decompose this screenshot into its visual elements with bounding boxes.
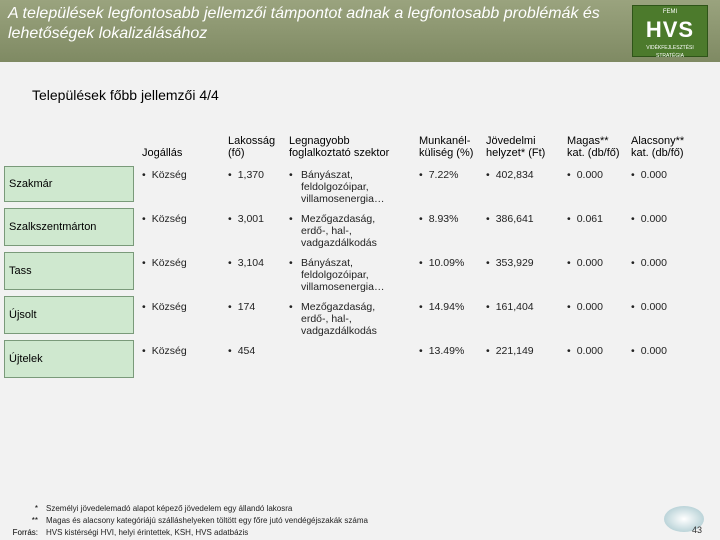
col-munkanelkuliseg xyxy=(419,135,473,159)
row-label-ujtelek: Újtelek xyxy=(4,340,134,378)
cell-szektor-line: • Mezőgazdaság, xyxy=(301,301,376,313)
page-title: A települések legfontosabb jellemzői támpontot adnak a legfontosabb problémák és lehetőségek lokalizálásához xyxy=(8,5,600,42)
footnote-text: HVS kistérségi HVI, helyi érintettek, KSH, HVS adatbázis xyxy=(46,528,249,537)
cell-jogallas: • Község xyxy=(142,213,187,225)
header-band xyxy=(0,0,720,62)
col-jovedelmi-line1: Jövedelmi xyxy=(486,135,536,147)
cell-jovedelem: • 221,149 xyxy=(486,345,534,357)
col-jovedelmi-line2: helyzet* (Ft) xyxy=(486,147,546,159)
cell-jogallas: • Község xyxy=(142,345,187,357)
col-jovedelmi xyxy=(486,135,545,159)
footnote-key: ** xyxy=(31,516,38,525)
col-alacsony xyxy=(631,135,684,159)
cell-jovedelem: • 353,929 xyxy=(486,257,534,269)
cell-szektor-line: erdő-, hal-, xyxy=(301,225,352,237)
col-szektor-line2: foglalkoztató szektor xyxy=(289,147,390,159)
cell-lakossag: • 3,104 xyxy=(228,257,264,269)
cell-munkanelkuliseg: • 10.09% xyxy=(419,257,464,269)
cell-munkanelkuliseg: • 8.93% xyxy=(419,213,458,225)
cell-alacsony: • 0.000 xyxy=(631,301,667,313)
col-magas-line1: Magas** xyxy=(567,135,609,147)
section-subtitle: Települések főbb jellemzői 4/4 xyxy=(32,87,219,103)
cell-szektor-line: • Mezőgazdaság, xyxy=(301,213,376,225)
col-alacsony-line2: kat. (db/fő) xyxy=(631,147,684,159)
footnote-text: Magas és alacsony kategóriájú szálláshelyeken töltött egy főre jutó vendégéjszakák száma xyxy=(46,516,368,525)
cell-lakossag: • 3,001 xyxy=(228,213,264,225)
col-lakossag xyxy=(228,135,275,159)
cell-alacsony: • 0.000 xyxy=(631,257,667,269)
cell-lakossag: • 454 xyxy=(228,345,255,357)
cell-jogallas: • Község xyxy=(142,257,187,269)
cell-magas: • 0.000 xyxy=(567,257,603,269)
row-label-szalkszentmarton: Szalkszentmárton xyxy=(4,208,134,246)
col-szektor xyxy=(289,135,389,159)
cell-magas: • 0.061 xyxy=(567,213,603,225)
cell-szektor xyxy=(289,257,384,293)
cell-szektor xyxy=(289,169,384,205)
cell-jogallas: • Község xyxy=(142,301,187,313)
logo-sub-text: VIDÉKFEJLESZTÉSI STRATÉGIA xyxy=(646,45,694,59)
col-magas-line2: kat. (db/fő) xyxy=(567,147,620,159)
cell-szektor-line: erdő-, hal-, xyxy=(301,313,352,325)
col-magas xyxy=(567,135,620,159)
cell-szektor-line: • Bányászat, xyxy=(301,169,353,181)
col-munka-line1: Munkanél- xyxy=(419,135,471,147)
cell-jovedelem: • 161,404 xyxy=(486,301,534,313)
row-label-szakmar: Szakmár xyxy=(4,166,134,202)
cell-jovedelem: • 386,641 xyxy=(486,213,534,225)
cell-alacsony: • 0.000 xyxy=(631,169,667,181)
col-lakossag-line1: Lakosság xyxy=(228,135,276,147)
cell-szektor-line: vadgazdálkodás xyxy=(301,325,377,337)
cell-szektor-line: vadgazdálkodás xyxy=(301,237,377,249)
cell-magas: • 0.000 xyxy=(567,345,603,357)
footnote-key: Forrás: xyxy=(12,528,38,537)
cell-szektor-line: • Bányászat, xyxy=(301,257,353,269)
col-jogallas: Jogállás xyxy=(142,147,183,159)
cell-magas: • 0.000 xyxy=(567,169,603,181)
cell-munkanelkuliseg: • 13.49% xyxy=(419,345,464,357)
cell-munkanelkuliseg: • 7.22% xyxy=(419,169,458,181)
cell-alacsony: • 0.000 xyxy=(631,345,667,357)
logo-main-text: HVS xyxy=(645,17,695,42)
col-lakossag-line2: (fő) xyxy=(228,147,245,159)
cell-munkanelkuliseg: • 14.94% xyxy=(419,301,464,313)
cell-szektor xyxy=(289,301,377,337)
col-szektor-line1: Legnagyobb xyxy=(289,135,350,147)
cell-lakossag: • 1,370 xyxy=(228,169,264,181)
cell-jogallas: • Község xyxy=(142,169,187,181)
logo-top-text: FEMI xyxy=(662,9,678,15)
col-munka-line2: küliség (%) xyxy=(419,147,474,159)
cell-magas: • 0.000 xyxy=(567,301,603,313)
cell-alacsony: • 0.000 xyxy=(631,213,667,225)
cell-szektor-line: villamosenergia… xyxy=(301,193,385,205)
cell-jovedelem: • 402,834 xyxy=(486,169,534,181)
footnote-key: * xyxy=(34,504,38,513)
cell-szektor-line: feldolgozóipar, xyxy=(301,269,369,281)
cell-szektor xyxy=(289,213,377,249)
col-alacsony-line1: Alacsony** xyxy=(631,135,685,147)
page-number: 43 xyxy=(692,525,703,535)
cell-lakossag: • 174 xyxy=(228,301,255,313)
cell-szektor-line: feldolgozóipar, xyxy=(301,181,369,193)
row-label-tass: Tass xyxy=(4,252,134,290)
row-label-ujsolt: Újsolt xyxy=(4,296,134,334)
footnote-text: Személyi jövedelemadó alapot képező jövedelem egy állandó lakosra xyxy=(46,504,293,513)
hvs-logo xyxy=(632,5,708,57)
cell-szektor-line: villamosenergia… xyxy=(301,281,385,293)
